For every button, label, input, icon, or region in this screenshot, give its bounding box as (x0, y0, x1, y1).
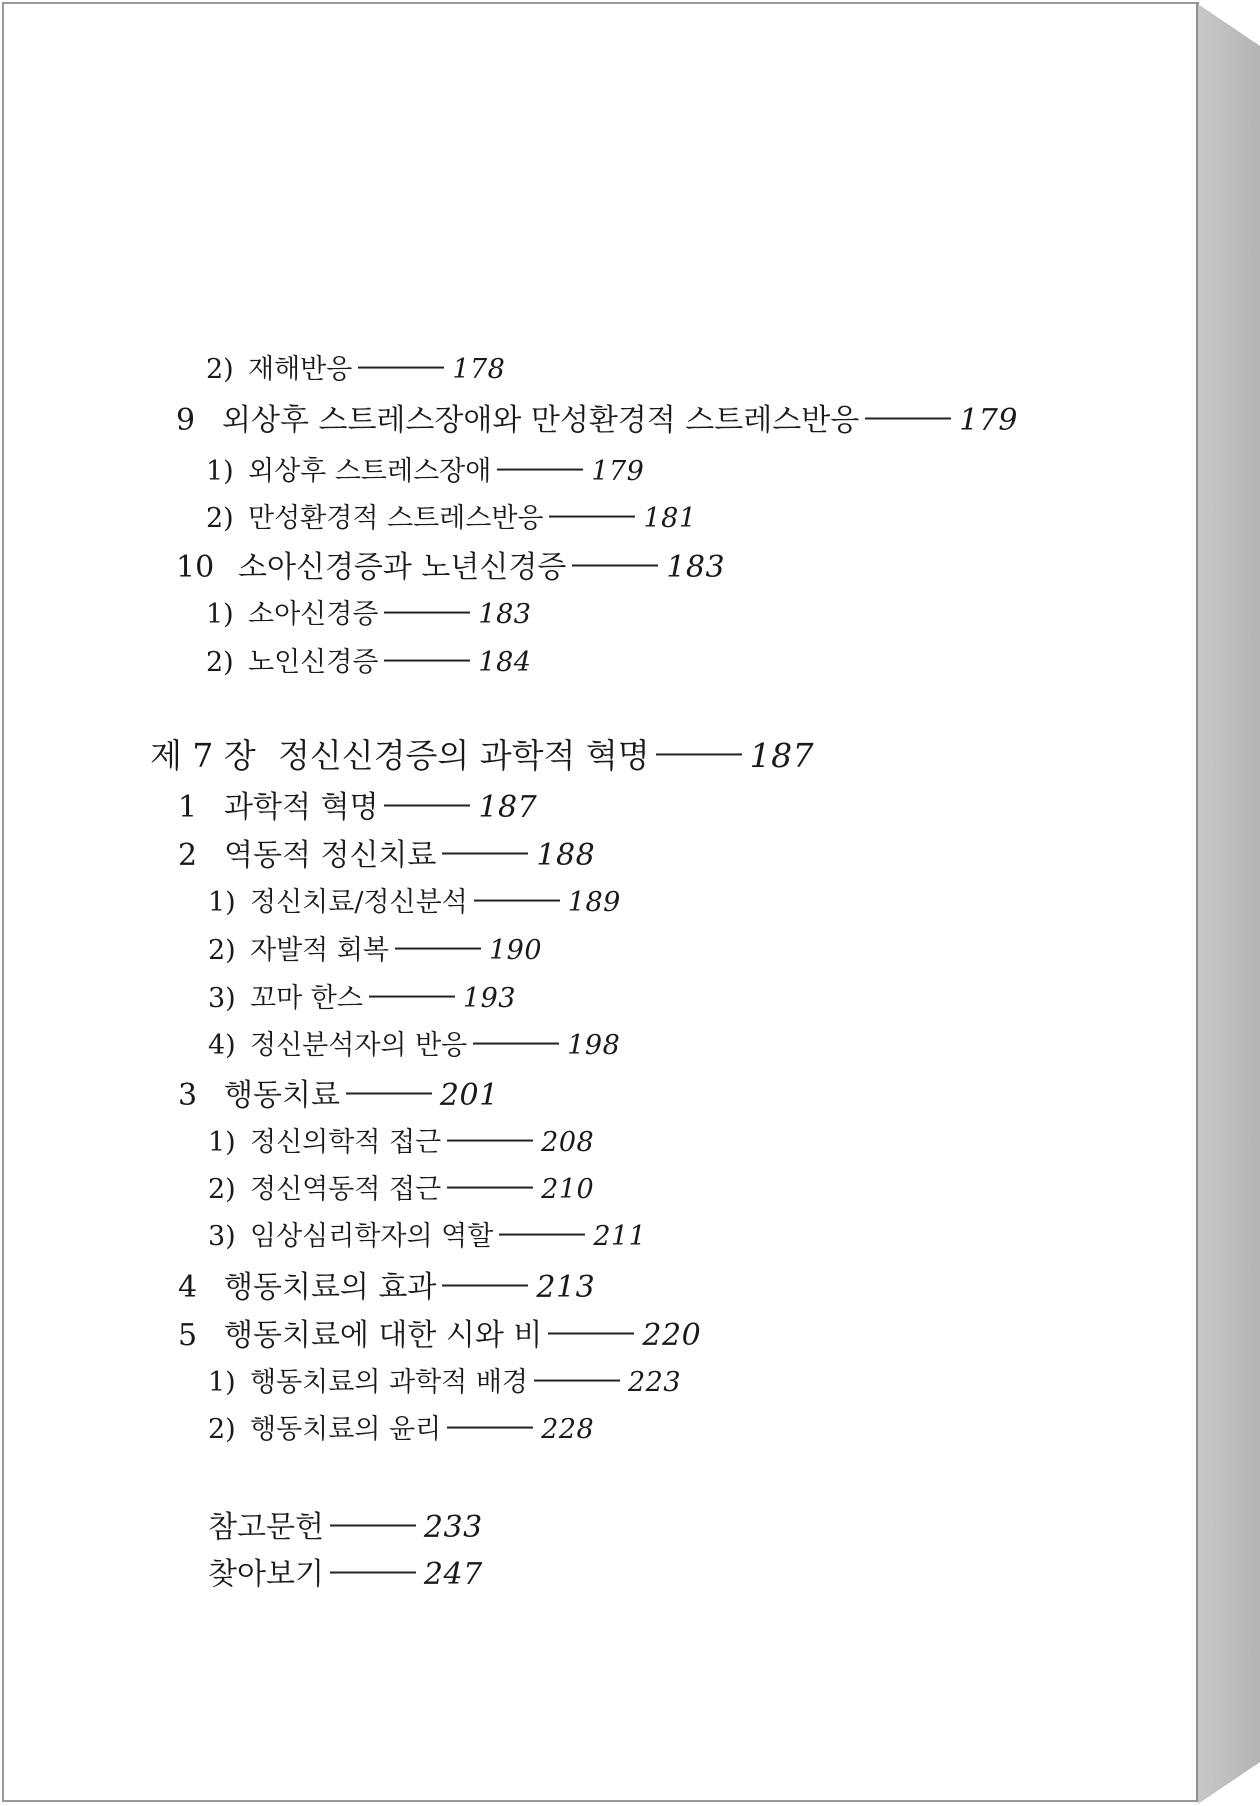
toc-entry-title: 소아신경증과 노년신경증 (238, 550, 567, 585)
toc-entry (208, 1167, 594, 1206)
leader-dash (572, 565, 658, 567)
toc-entry-title: 외상후 스트레스장애 (248, 456, 492, 487)
toc-entry-title: 꼬마 한스 (250, 983, 363, 1014)
toc-entry-number: 4 (178, 1270, 198, 1305)
toc-entry-page: 208 (541, 1127, 595, 1158)
leader-dash (474, 900, 560, 902)
toc-entry-page: 211 (593, 1221, 647, 1252)
toc-entry (208, 928, 542, 967)
toc-entry-page: 213 (536, 1270, 596, 1305)
toc-entry-page: 193 (462, 983, 516, 1014)
toc-entry (208, 880, 621, 919)
toc-entry-number: 1) (208, 1367, 236, 1398)
toc-entry-number: 2 (178, 838, 198, 873)
toc-entry-title: 찾아보기 (208, 1557, 324, 1592)
leader-dash (534, 1380, 620, 1382)
toc-entry-page: 198 (567, 1030, 621, 1061)
toc-entry-page: 183 (666, 550, 726, 585)
toc-entry-title: 노인신경증 (248, 647, 379, 678)
toc-entry-page: 223 (628, 1367, 682, 1398)
leader-dash (473, 1043, 559, 1045)
chapter-title: 정신신경증의 과학적 혁명 (278, 736, 650, 775)
toc-entry (208, 976, 516, 1015)
leader-dash (656, 753, 742, 755)
leader-dash (384, 612, 470, 614)
toc-entry-page: 178 (452, 354, 506, 385)
leader-dash (447, 1427, 533, 1429)
toc-entry (208, 1407, 594, 1446)
leader-dash (358, 367, 444, 369)
toc-entry-page: 220 (642, 1318, 702, 1353)
toc-entry (206, 496, 697, 535)
toc-entry-title: 외상후 스트레스장애와 만성환경적 스트레스반응 (222, 403, 860, 438)
book-spine (1198, 0, 1260, 1806)
leader-dash (442, 853, 528, 855)
toc-entry (208, 1360, 681, 1399)
toc-entry (208, 1023, 620, 1062)
toc-entry-number: 2) (206, 647, 234, 678)
leader-dash (384, 805, 470, 807)
leader-dash (548, 1333, 634, 1335)
toc-entry (178, 1070, 499, 1114)
toc-entry (178, 830, 595, 874)
toc-entry (178, 1310, 701, 1354)
toc-entry-title: 자발적 회복 (250, 935, 389, 966)
leader-dash (330, 1525, 416, 1527)
leader-dash (395, 948, 481, 950)
toc-entry-title: 정신치료/정신분석 (250, 887, 468, 918)
toc-entry-number: 4) (208, 1030, 236, 1061)
toc-entry-number: 2) (206, 503, 234, 534)
toc-entry (206, 592, 531, 631)
toc-entry-number: 2) (208, 1414, 236, 1445)
toc-entry (176, 542, 725, 586)
toc-entry-page: 183 (478, 599, 532, 630)
toc-entry-title: 과학적 혁명 (224, 790, 379, 825)
toc-entry-page: 228 (541, 1414, 595, 1445)
toc-entry-page: 189 (567, 887, 621, 918)
leader-dash (442, 1285, 528, 1287)
toc-entry-number: 1) (206, 599, 234, 630)
toc-entry-number: 1 (178, 790, 198, 825)
toc-entry-number: 2) (206, 354, 234, 385)
toc-entry-number: 1) (208, 1127, 236, 1158)
toc-entry-title: 행동치료의 효과 (224, 1270, 437, 1305)
leader-dash (865, 418, 951, 420)
toc-entry (176, 395, 1018, 439)
toc-entry-title: 행동치료의 윤리 (250, 1414, 442, 1445)
toc-entry-title: 참고문헌 (208, 1510, 324, 1545)
leader-dash (497, 469, 583, 471)
toc-entry-number: 9 (176, 403, 196, 438)
toc-entry-title: 정신분석자의 반응 (250, 1030, 468, 1061)
toc-entry-number: 2) (208, 1174, 236, 1205)
toc-entry-title: 소아신경증 (248, 599, 379, 630)
toc-entry (208, 1120, 594, 1159)
toc-entry-page: 187 (749, 736, 815, 775)
leader-dash (447, 1187, 533, 1189)
toc-entry-page: 210 (541, 1174, 595, 1205)
toc-entry (206, 640, 531, 679)
toc-entry-number: 3) (208, 1221, 236, 1252)
leader-dash (447, 1140, 533, 1142)
toc-entry (208, 1214, 646, 1253)
toc-entry-page: 233 (423, 1510, 483, 1545)
toc-entry-title: 만성환경적 스트레스반응 (248, 503, 544, 534)
toc-entry (206, 449, 644, 488)
toc-entry-index (208, 1549, 483, 1593)
toc-entry-number: 5 (178, 1318, 198, 1353)
toc-entry-number: 3 (178, 1078, 198, 1113)
chapter-number: 제 7 장 (150, 736, 256, 775)
toc-entry-number: 10 (176, 550, 215, 585)
toc-entry (206, 347, 505, 386)
toc-entry-title: 임상심리학자의 역할 (250, 1221, 494, 1252)
toc-entry-title: 행동치료의 과학적 배경 (250, 1367, 528, 1398)
leader-dash (549, 516, 635, 518)
toc-entry-page: 188 (536, 838, 596, 873)
toc-entry-number: 2) (208, 935, 236, 966)
toc-entry-number: 1) (206, 456, 234, 487)
toc-entry-title: 행동치료 (224, 1078, 340, 1113)
toc-entry (178, 782, 537, 826)
toc-entry-title: 행동치료에 대한 시와 비 (224, 1318, 543, 1353)
leader-dash (499, 1234, 585, 1236)
toc-entry-number: 3) (208, 983, 236, 1014)
leader-dash (384, 660, 470, 662)
leader-dash (330, 1572, 416, 1574)
toc-entry-page: 184 (478, 647, 532, 678)
toc-entry-title: 재해반응 (248, 354, 353, 385)
toc-entry-title: 정신역동적 접근 (250, 1174, 442, 1205)
toc-entry-number: 1) (208, 887, 236, 918)
toc-entry-references (208, 1502, 483, 1546)
toc-entry-page: 179 (591, 456, 645, 487)
toc-entry-title: 역동적 정신치료 (224, 838, 437, 873)
toc-entry-page: 247 (423, 1557, 483, 1592)
toc-entry (178, 1262, 595, 1306)
toc-entry-page: 201 (439, 1078, 499, 1113)
toc-entry-page: 187 (478, 790, 538, 825)
toc-entry-page: 179 (959, 403, 1018, 438)
leader-dash (346, 1093, 432, 1095)
toc-chapter-heading (150, 730, 814, 777)
leader-dash (369, 996, 455, 998)
toc-entry-title: 정신의학적 접근 (250, 1127, 442, 1158)
toc-entry-page: 190 (489, 935, 543, 966)
toc-entry-page: 181 (643, 503, 697, 534)
